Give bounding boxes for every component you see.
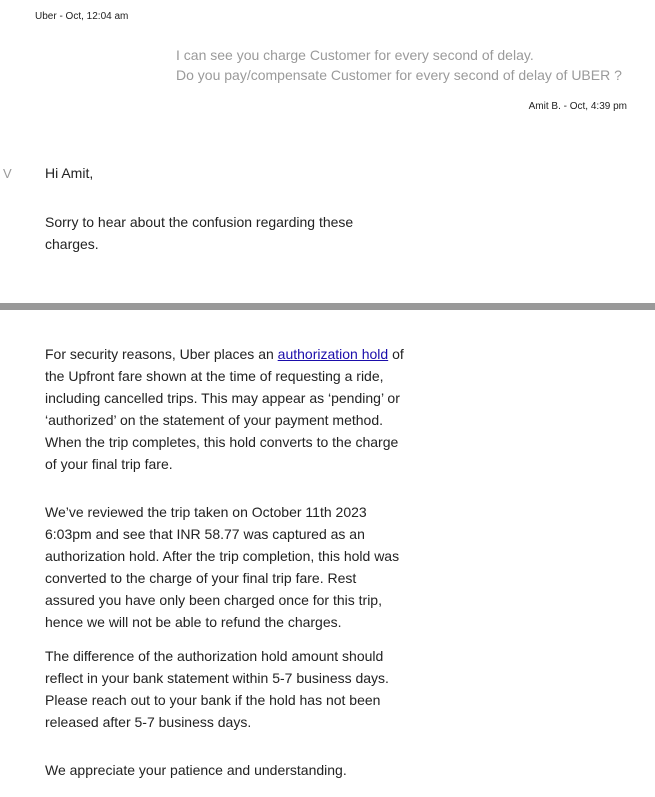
paragraph-1-start: For security reasons, Uber places an — [45, 346, 278, 362]
message-meta-uber: Uber - Oct, 12:04 am — [35, 11, 129, 22]
paragraph-3: The difference of the authorization hold amount should reflect in your bank statement within 5-7 business days. Please reach out to your bank if the hold has not been released after 5-7 business days. — [45, 648, 389, 730]
paragraph-2: We’ve reviewed the trip taken on October 11th 2023 6:03pm and see that INR 58.77 was captured as an authorization hold. After the trip completion, this hold was converted to the charge of your final trip fare. Rest assured you have only been charged once for this trip, hence we will not be able to refund the charges. — [45, 504, 400, 630]
bank-statement-paragraph — [45, 645, 405, 733]
trip-review-paragraph — [45, 501, 405, 633]
apology-line: Sorry to hear about the confusion regarding these charges. — [45, 214, 354, 252]
paragraph-4: We appreciate your patience and understanding. — [45, 762, 347, 778]
authorization-hold-paragraph — [45, 343, 405, 475]
quoted-customer-message — [176, 45, 622, 85]
paragraph-1-end: of the Upfront fare shown at the time of requesting a ride, including cancelled trips. This may appear as ‘pending’ or ‘authorized’ on the statement of your payment method. When the trip completes, this hold converts to the charge of your final trip fare. — [45, 346, 404, 472]
greeting-text — [45, 162, 405, 184]
quoted-line-1: I can see you charge Customer for every second of delay. — [176, 47, 534, 63]
quoted-line-2: Do you pay/compensate Customer for every second of delay of UBER ? — [176, 67, 622, 83]
authorization-hold-link[interactable]: authorization hold — [277, 346, 389, 362]
section-divider — [0, 303, 655, 310]
message-meta-amit: Amit B. - Oct, 4:39 pm — [528, 101, 627, 112]
greeting-line: Hi Amit, — [45, 165, 94, 181]
sender-avatar-initial: V — [3, 166, 12, 181]
paragraph-1 — [45, 343, 405, 475]
apology-text — [45, 211, 405, 255]
closing-paragraph — [45, 759, 405, 781]
